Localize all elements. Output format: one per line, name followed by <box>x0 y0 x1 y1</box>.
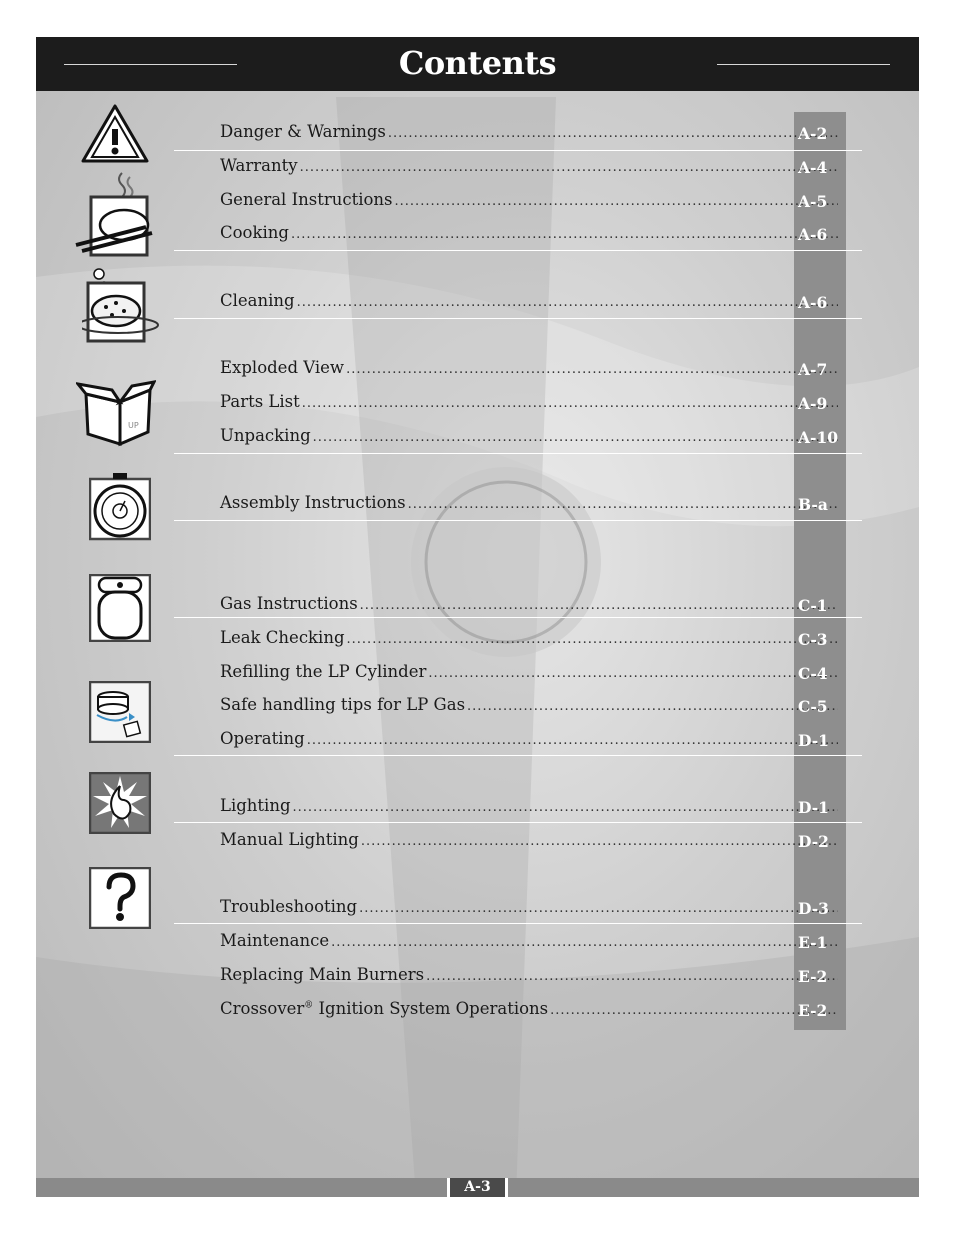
box-icon <box>76 380 156 448</box>
leader-dots <box>302 396 838 411</box>
toc-page: B-a <box>798 495 828 514</box>
leader-dots <box>297 295 838 310</box>
section-divider <box>174 822 862 823</box>
stopwatch-icon <box>89 473 151 541</box>
toc-entry-safe-handling[interactable] <box>220 695 840 717</box>
toc-page: D-1 <box>798 731 829 750</box>
section-divider <box>174 453 862 454</box>
toc-entry-parts-list[interactable] <box>220 392 840 414</box>
toc-page: C-5 <box>798 697 828 716</box>
toc-page: D-3 <box>798 899 829 918</box>
contents-panel <box>36 37 919 1197</box>
toc-entry-unpacking[interactable] <box>220 426 840 448</box>
toc-entry-warranty[interactable] <box>220 156 840 178</box>
gas-tank-icon <box>89 574 151 642</box>
leader-dots <box>467 699 838 714</box>
toc-page: A-4 <box>798 158 828 177</box>
toc-entry-manual-lighting[interactable] <box>220 830 840 852</box>
toc-title: Danger & Warnings <box>220 122 386 141</box>
toc-title-part: Crossover <box>220 999 305 1018</box>
toc-entry-cleaning[interactable] <box>220 291 840 313</box>
section-divider <box>174 617 862 618</box>
toc-title: Cleaning <box>220 291 295 310</box>
toc-entry-crossover-ignition[interactable] <box>220 999 840 1021</box>
leader-dots <box>331 935 838 950</box>
toc-entry-operating[interactable] <box>220 729 840 751</box>
leader-dots <box>313 430 838 445</box>
leader-dots <box>395 194 838 209</box>
leader-dots <box>426 969 838 984</box>
flame-icon <box>89 772 151 834</box>
toc-entry-general-instructions[interactable] <box>220 190 840 212</box>
header-bar <box>36 37 919 91</box>
leader-dots <box>359 901 838 916</box>
toc-page: C-1 <box>798 596 828 615</box>
toc-title: Exploded View <box>220 358 345 377</box>
section-divider <box>174 755 862 756</box>
toc-entry-exploded-view[interactable] <box>220 358 840 380</box>
section-divider <box>174 923 862 924</box>
leader-dots <box>388 126 838 141</box>
toc-title: Operating <box>220 729 305 748</box>
leader-dots <box>428 666 838 681</box>
toc-page: D-2 <box>798 832 829 851</box>
leader-dots <box>346 362 838 377</box>
toc-title: General Instructions <box>220 190 393 209</box>
toc-page: E-1 <box>798 933 828 952</box>
toc-title: Manual Lighting <box>220 830 359 849</box>
toc-title-part: Ignition System Operations <box>313 999 549 1018</box>
toc-title: Cooking <box>220 223 289 242</box>
toc-entry-refilling-lp-cylinder[interactable] <box>220 662 840 684</box>
leader-dots <box>550 1003 838 1018</box>
toc-entry-leak-checking[interactable] <box>220 628 840 650</box>
toc-entry-troubleshooting[interactable] <box>220 897 840 919</box>
leader-dots <box>307 733 838 748</box>
footer-bar <box>36 1178 919 1197</box>
toc-page: A-6 <box>798 225 828 244</box>
section-divider <box>174 520 862 521</box>
page-title: Contents <box>398 44 557 82</box>
toc-entry-assembly-instructions[interactable] <box>220 493 840 515</box>
question-icon <box>89 867 151 929</box>
toc-page: A-9 <box>798 394 828 413</box>
toc-title: Replacing Main Burners <box>220 965 425 984</box>
toc-title <box>220 999 548 1018</box>
toc-entry-danger-warnings[interactable] <box>220 122 840 144</box>
page-number: A-3 <box>447 1178 508 1197</box>
toc-title: Safe handling tips for LP Gas <box>220 695 466 714</box>
toc-page: A-5 <box>798 192 828 211</box>
toc-title: Troubleshooting <box>220 897 358 916</box>
svg-text:UP: UP <box>128 421 139 430</box>
toc-title: Assembly Instructions <box>220 493 406 512</box>
toc-page: A-10 <box>798 428 839 447</box>
warning-icon <box>80 103 150 165</box>
toc-title: Unpacking <box>220 426 311 445</box>
toc-entry-maintenance[interactable] <box>220 931 840 953</box>
leader-dots <box>361 834 838 849</box>
toc-title: Leak Checking <box>220 628 345 647</box>
registered-mark: ® <box>304 1000 314 1011</box>
toc-entry-replacing-main-burners[interactable] <box>220 965 840 987</box>
section-divider <box>174 250 862 251</box>
leader-dots <box>360 598 838 613</box>
toc-title: Gas Instructions <box>220 594 358 613</box>
toc-page: D-1 <box>798 798 829 817</box>
cleaning-icon <box>82 267 162 347</box>
leader-dots <box>300 160 838 175</box>
toc-page: C-4 <box>798 664 828 683</box>
section-divider <box>174 318 862 319</box>
cooking-icon <box>74 169 160 259</box>
toc-title: Lighting <box>220 796 291 815</box>
cylinder-valve-icon <box>89 681 151 743</box>
toc-page: A-7 <box>798 360 828 379</box>
toc-entry-lighting[interactable] <box>220 796 840 818</box>
section-divider <box>174 150 862 151</box>
toc-entry-gas-instructions[interactable] <box>220 594 840 616</box>
toc-title: Parts List <box>220 392 300 411</box>
toc-page: A-6 <box>798 293 828 312</box>
toc-entry-cooking[interactable] <box>220 223 840 245</box>
leader-dots <box>291 227 838 242</box>
toc-title: Maintenance <box>220 931 330 950</box>
toc-page: A-2 <box>798 124 828 143</box>
leader-dots <box>293 800 838 815</box>
leader-dots <box>408 497 838 512</box>
toc-page: C-3 <box>798 630 828 649</box>
toc-title: Warranty <box>220 156 298 175</box>
toc-page: E-2 <box>798 1001 828 1020</box>
leader-dots <box>347 632 838 647</box>
toc-page: E-2 <box>798 967 828 986</box>
toc-title: Refilling the LP Cylinder <box>220 662 427 681</box>
